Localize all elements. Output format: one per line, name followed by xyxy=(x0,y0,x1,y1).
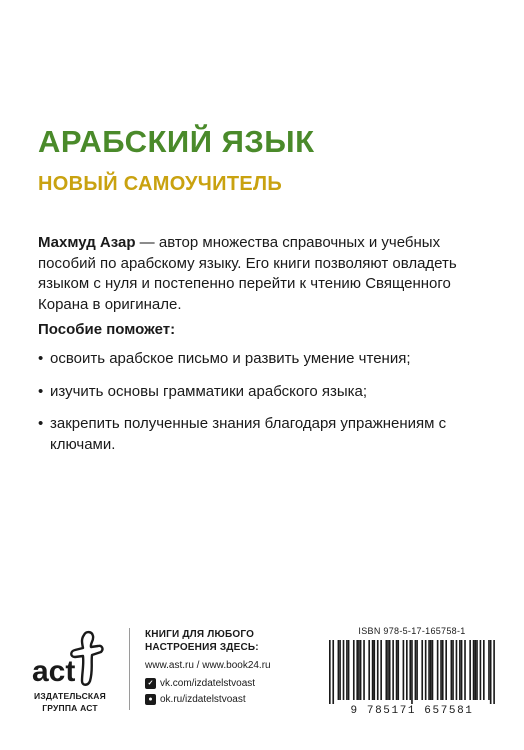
book-title: АРАБСКИЙ ЯЗЫК xyxy=(38,124,315,159)
logo-letters: act xyxy=(32,655,76,688)
helps-heading: Пособие поможет: xyxy=(38,321,176,338)
ok-icon: ● xyxy=(145,694,156,705)
ok-link xyxy=(145,693,315,706)
publisher-caption: ИЗДАТЕЛЬСКАЯ ГРУППА АСТ xyxy=(34,691,106,713)
books-info xyxy=(145,628,315,706)
benefits-list xyxy=(38,349,478,467)
list-item xyxy=(38,349,478,370)
list-item xyxy=(38,382,478,403)
isbn-block xyxy=(326,626,498,720)
vk-link xyxy=(145,677,315,690)
vk-link-text: vk.com/izdatelstvoast xyxy=(160,678,256,689)
footer-divider xyxy=(129,628,130,710)
barcode-digits: 9 785171 657581 xyxy=(350,705,474,717)
list-item-text: изучить основы грамматики арабского языка; xyxy=(50,382,368,400)
list-item-text: освоить арабское письмо и развить умение чтения; xyxy=(50,350,411,367)
book-subtitle: НОВЫЙ САМОУЧИТЕЛЬ xyxy=(38,173,282,195)
author-name: Махмуд Азар xyxy=(38,234,136,251)
list-item xyxy=(38,414,478,455)
website-links: www.ast.ru / www.book24.ru xyxy=(145,660,271,671)
author-description-text: — автор множества справочных и учебных пособий по арабскому языку. Его книги позволяют овладеть языком с нуля и постепенно перейти к чтению Священного Корана в оригинале. xyxy=(38,234,457,313)
ok-link-text: ok.ru/izdatelstvoast xyxy=(160,694,246,705)
barcode-icon xyxy=(329,640,495,704)
books-heading: КНИГИ ДЛЯ ЛЮБОГО НАСТРОЕНИЯ ЗДЕСЬ: xyxy=(145,629,259,653)
bullet-marker: • xyxy=(38,382,44,400)
bullet-marker: • xyxy=(38,415,44,432)
ast-logo-icon xyxy=(28,629,114,691)
isbn-number: ISBN 978-5-17-165758-1 xyxy=(358,626,466,636)
list-item-text: закрепить полученные знания благодаря упражнениям с ключами. xyxy=(50,415,447,453)
bullet-marker: • xyxy=(38,350,44,367)
author-description xyxy=(38,233,498,315)
vk-icon: ✓ xyxy=(145,678,156,689)
